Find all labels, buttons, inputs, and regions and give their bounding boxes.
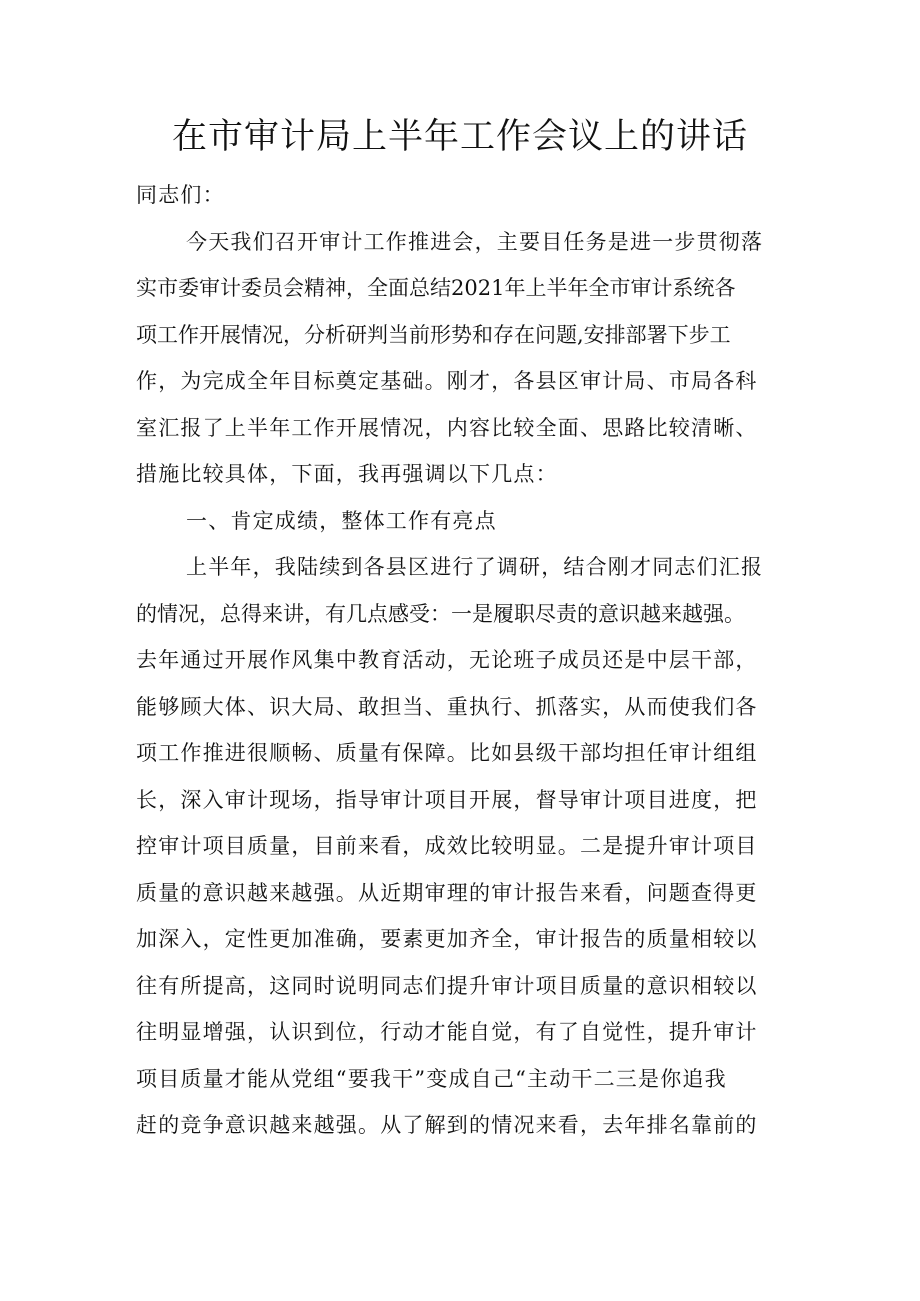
paragraph-line: 长，深入审计现场，指导审计项目开展，督导审计项目进度，把 [136, 787, 758, 812]
paragraph-line: 加深入，定性更加准确，要素更加齐全，审计报告的质量相较以 [136, 927, 758, 951]
paragraph-line: 实市委审计委员会精神，全面总结2021年上半年全市审计系统各 [136, 276, 736, 300]
paragraph-line: 控审计项目质量，目前来看，成效比较明显。二是提升审计项目 [136, 834, 758, 858]
document-title: 在市审计局上半年工作会议上的讲话 [171, 117, 748, 157]
paragraph-line: 措施比较具体，下面，我再强调以下几点： [136, 462, 558, 486]
paragraph-line: 项工作推进很顺畅、质量有保障。比如县级干部均担任审计组组 [136, 741, 758, 765]
paragraph-line: 项工作开展情况，分析研判当前形势和存在问题,安排部署下步工 [136, 322, 731, 347]
paragraph-line: 作，为完成全年目标奠定基础。刚才，各县区审计局、市局各科 [136, 369, 758, 393]
paragraph-line: 赶的竞争意识越来越强。从了解到的情况来看，去年排名靠前的 [136, 1113, 758, 1137]
salutation-line: 同志们： [136, 183, 225, 207]
paragraph-line: 今天我们召开审计工作推进会，主要目任务是进一步贯彻落 [186, 229, 764, 254]
paragraph-line: 的情况，总得来讲，有几点感受：一是履职尽责的意识越来越强。 [136, 601, 745, 626]
paragraph-line: 去年通过开展作风集中教育活动，无论班子成员还是中层干部， [136, 648, 758, 672]
paragraph-line: 能够顾大体、识大局、敢担当、重执行、抓落实，从而使我们各 [136, 694, 758, 719]
paragraph-line: 上半年，我陆续到各县区进行了调研，结合刚才同志们汇报 [186, 555, 764, 579]
paragraph-line: 项目质量才能从党组“要我干”变成自己“主动干二三是你追我 [136, 1066, 727, 1091]
paragraph-line: 往明显增强，认识到位，行动才能自觉，有了自觉性，提升审计 [136, 1020, 758, 1044]
paragraph-line: 往有所提高，这同时说明同志们提升审计项目质量的意识相较以 [136, 973, 758, 998]
section-heading: 一、肯定成绩，整体工作有亮点 [186, 508, 497, 533]
paragraph-line: 室汇报了上半年工作开展情况，内容比较全面、思路比较清晰、 [136, 415, 758, 440]
document-body [136, 172, 796, 1149]
paragraph-line: 质量的意识越来越强。从近期审理的审计报告来看，问题查得更 [136, 880, 758, 905]
